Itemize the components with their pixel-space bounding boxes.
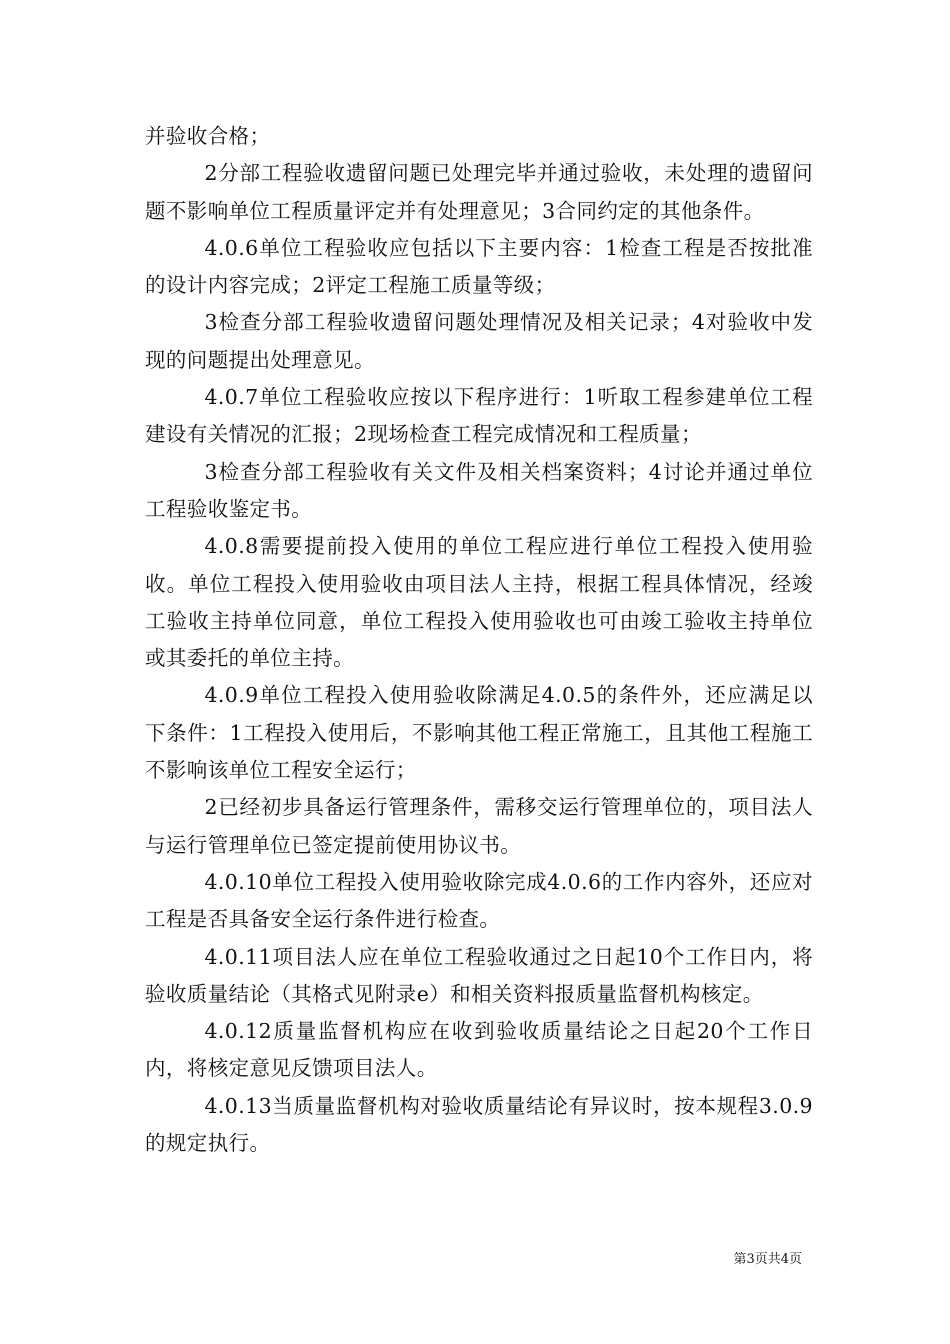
paragraph-4-0-10: 4.0.10单位工程投入使用验收除完成4.0.6的工作内容外，还应对工程是否具备安全运行条件进行检查。	[145, 869, 813, 932]
paragraph: 2分部工程验收遗留问题已处理完毕并通过验收，未处理的遗留问题不影响单位工程质量评定并有处理意见；3合同约定的其他条件。	[145, 161, 813, 223]
page-number: 第3页共4页	[733, 1252, 802, 1267]
paragraph: 3检查分部工程验收遗留问题处理情况及相关记录；4对验收中发现的问题提出处理意见。	[145, 310, 813, 372]
paragraph-4-0-8: 4.0.8需要提前投入使用的单位工程应进行单位工程投入使用验收。单位工程投入使用验收由项目法人主持，根据工程具体情况，经竣工验收主持单位同意，单位工程投入使用验收也可由竣工验收主持单位或其委托的单位主持。	[145, 534, 813, 671]
paragraph: 3检查分部工程验收有关文件及相关档案资料；4讨论并通过单位工程验收鉴定书。	[145, 459, 813, 521]
body-text	[145, 118, 813, 1162]
paragraph-4-0-11: 4.0.11项目法人应在单位工程验收通过之日起10个工作日内，将验收质量结论（其格式见附录e）和相关资料报质量监督机构核定。	[145, 944, 813, 1006]
paragraph-4-0-6: 4.0.6单位工程验收应包括以下主要内容：1检查工程是否按批准的设计内容完成；2评定工程施工质量等级；	[145, 235, 813, 298]
paragraph-4-0-12: 4.0.12质量监督机构应在收到验收质量结论之日起20个工作日内，将核定意见反馈项目法人。	[145, 1019, 813, 1081]
paragraph-4-0-9: 4.0.9单位工程投入使用验收除满足4.0.5的条件外，还应满足以下条件：1工程投入使用后，不影响其他工程正常施工，且其他工程施工不影响该单位工程安全运行；	[145, 683, 813, 783]
paragraph-4-0-13: 4.0.13当质量监督机构对验收质量结论有异议时，按本规程3.0.9的规定执行。	[145, 1093, 813, 1156]
paragraph: 2已经初步具备运行管理条件，需移交运行管理单位的，项目法人与运行管理单位已签定提前使用协议书。	[145, 795, 813, 857]
paragraph-4-0-7: 4.0.7单位工程验收应按以下程序进行：1听取工程参建单位工程建设有关情况的汇报；2现场检查工程完成情况和工程质量；	[145, 385, 813, 447]
paragraph-continuation: 并验收合格；	[145, 124, 271, 148]
